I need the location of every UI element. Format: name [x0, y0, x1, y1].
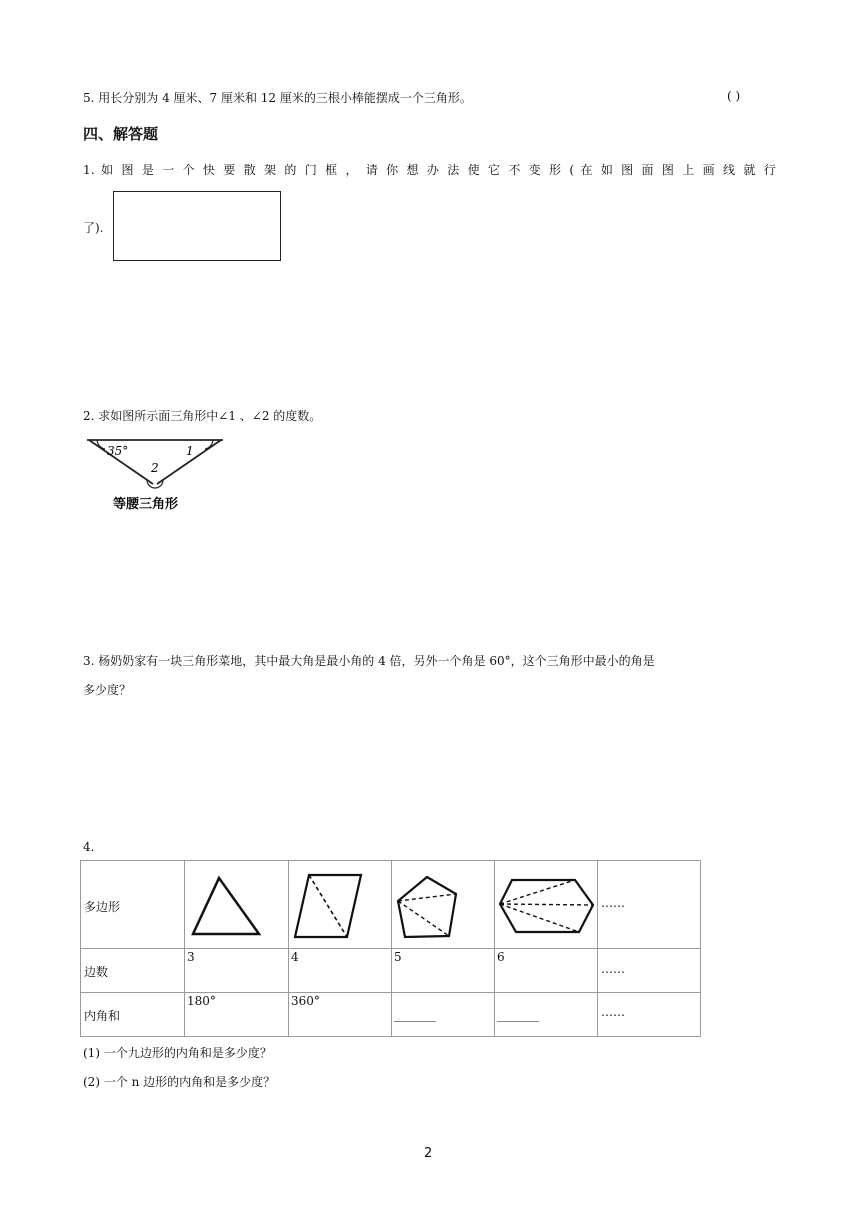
answer-blank	[497, 1021, 539, 1022]
angle-sum-value: 360°	[291, 994, 320, 1008]
question-5-answer-parens: ( )	[727, 89, 741, 103]
sides-value: 4	[291, 950, 299, 964]
ellipsis: ……	[601, 962, 625, 976]
door-frame-rectangle	[113, 191, 281, 261]
hexagon-shape	[495, 861, 597, 948]
problem-3-line-2: 多少度？	[83, 683, 132, 697]
row-label-polygon: 多边形	[84, 900, 121, 914]
problem-3-line-1: 3. 杨奶奶家有一块三角形菜地，其中最大角是最小角的 4 倍，另外一个角是 60°，这个三角形中最小的角是	[83, 654, 655, 668]
problem-4-sub-2: (2) 一个 n 边形的内角和是多少度？	[83, 1075, 276, 1089]
polygon-table	[80, 860, 701, 1037]
row-label-sides: 边数	[84, 965, 109, 979]
row-label-angle-sum: 内角和	[84, 1009, 121, 1023]
parallelogram-shape	[289, 861, 391, 948]
problem-1-line-2: 了).	[83, 221, 104, 235]
triangle-shape	[185, 861, 288, 948]
section-title: 四、解答题	[83, 125, 159, 143]
problem-2-text: 2. 求如图所示面三角形中∠1 、∠2 的度数。	[83, 409, 322, 423]
answer-blank	[394, 1021, 436, 1022]
ellipsis: ……	[601, 1005, 625, 1019]
ellipsis: ……	[601, 896, 625, 910]
angle-2-label: 2	[151, 461, 159, 475]
angle-35-label: 35°	[107, 444, 129, 458]
problem-4-sub-1: (1) 一个九边形的内角和是多少度？	[83, 1046, 272, 1060]
page-number: 2	[424, 1146, 433, 1161]
isosceles-triangle-figure	[85, 436, 225, 516]
table-row	[81, 993, 701, 1037]
problem-1-line-1: 1. 如 图 是 一 个 快 要 散 架 的 门 框 ， 请 你 想 办 法 使 它 不 变 形 ( 在 如 图 面 图 上 画 线 就 行	[83, 163, 776, 177]
triangle-caption: 等腰三角形	[113, 497, 179, 512]
table-row	[81, 949, 701, 993]
sides-value: 6	[497, 950, 505, 964]
sides-value: 5	[394, 950, 402, 964]
table-row	[81, 861, 701, 949]
pentagon-shape	[392, 861, 494, 948]
angle-1-label: 1	[186, 444, 194, 458]
question-5-text: 5. 用长分别为 4 厘米、7 厘米和 12 厘米的三根小棒能摆成一个三角形。	[83, 91, 472, 105]
angle-sum-value: 180°	[187, 994, 216, 1008]
sides-value: 3	[187, 950, 195, 964]
problem-4-number: 4.	[83, 840, 95, 854]
